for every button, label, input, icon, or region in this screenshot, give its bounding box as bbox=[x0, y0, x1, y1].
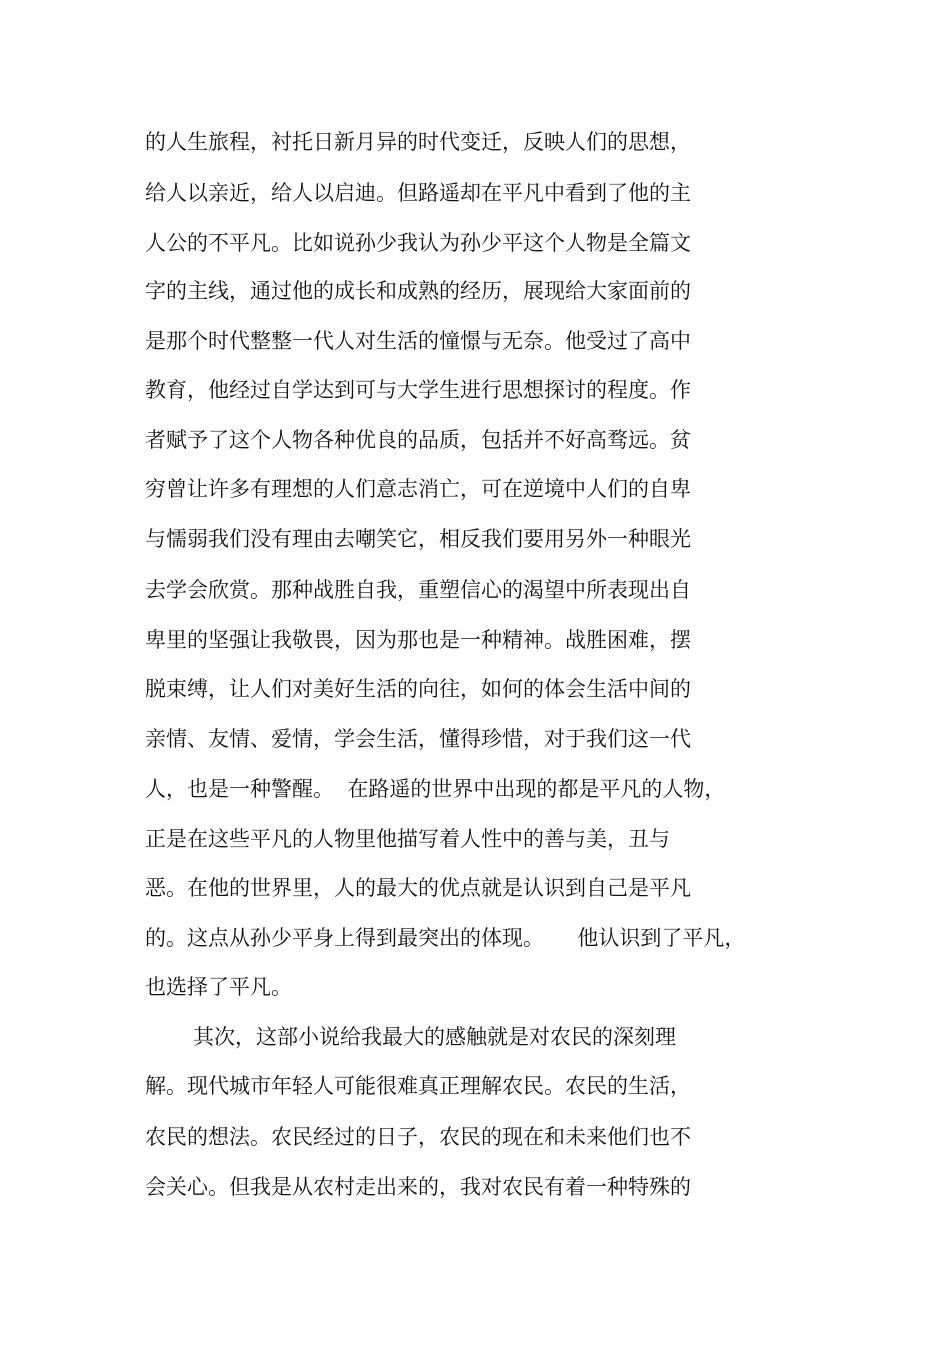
text-line: 亲情、友情、爱情，学会生活，懂得珍惜，对于我们这一代 bbox=[145, 727, 691, 751]
text-line: 会关心。但我是从农村走出来的，我对农民有着一种特殊的 bbox=[145, 1175, 691, 1199]
text-line: 给人以亲近，给人以启迪。但路遥却在平凡中看到了他的主 bbox=[145, 181, 691, 205]
text-line: 也选择了平凡。 bbox=[145, 975, 292, 999]
text-line: 教育，他经过自学达到可与大学生进行思想探讨的程度。作 bbox=[145, 378, 691, 402]
text-line: 去学会欣赏。那种战胜自我，重塑信心的渴望中所表现出自 bbox=[145, 578, 691, 602]
text-line: 穷曾让许多有理想的人们意志消亡，可在逆境中人们的自卑 bbox=[145, 477, 691, 501]
text-line: 字的主线，通过他的成长和成熟的经历，展现给大家面前的 bbox=[145, 279, 691, 303]
text-line: 的。这点从孙少平身上得到最突出的体现。 他认识到了平凡， bbox=[145, 926, 746, 950]
paragraph-first-line: 其次，这部小说给我最大的感触就是对农民的深刻理 bbox=[193, 1025, 676, 1049]
text-line: 人，也是一种警醒。 在路遥的世界中出现的都是平凡的人物， bbox=[145, 777, 726, 801]
text-line: 的人生旅程，衬托日新月异的时代变迁，反映人们的思想， bbox=[145, 130, 691, 154]
text-line: 恶。在他的世界里，人的最大的优点就是认识到自己是平凡 bbox=[145, 876, 691, 900]
text-line: 与懦弱我们没有理由去嘲笑它，相反我们要用另外一种眼光 bbox=[145, 527, 691, 551]
text-line: 人公的不平凡。比如说孙少我认为孙少平这个人物是全篇文 bbox=[145, 231, 691, 255]
text-line: 正是在这些平凡的人物里他描写着人性中的善与美，丑与 bbox=[145, 827, 670, 851]
text-line: 卑里的坚强让我敬畏，因为那也是一种精神。战胜困难，摆 bbox=[145, 628, 691, 652]
text-line: 脱束缚，让人们对美好生活的向往，如何的体会生活中间的 bbox=[145, 677, 691, 701]
text-line: 解。现代城市年轻人可能很难真正理解农民。农民的生活， bbox=[145, 1074, 691, 1098]
text-line: 农民的想法。农民经过的日子，农民的现在和未来他们也不 bbox=[145, 1125, 691, 1149]
text-line: 是那个时代整整一代人对生活的憧憬与无奈。他受过了高中 bbox=[145, 329, 691, 353]
text-line: 者赋予了这个人物各种优良的品质，包括并不好高骛远。贫 bbox=[145, 428, 691, 452]
